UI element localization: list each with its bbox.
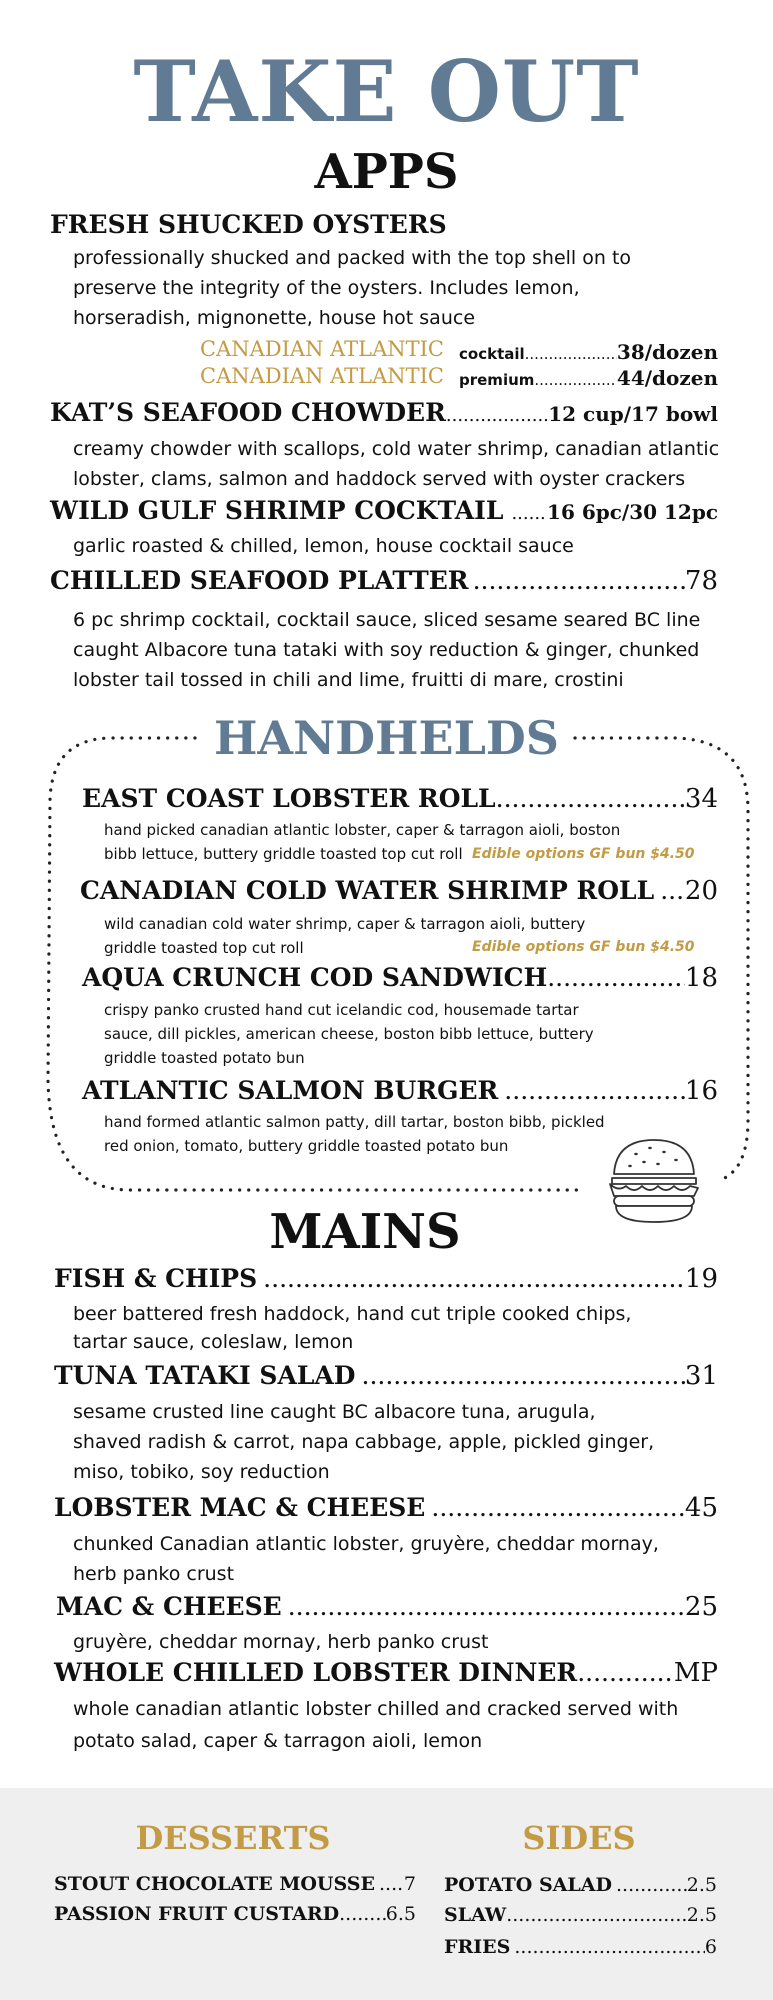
apps-heading: APPS [314,144,459,200]
desserts-heading: DESSERTS [135,1819,331,1857]
handhelds-heading: HANDHELDS [213,711,560,765]
cod-sandwich-description: crispy panko crusted hand cut icelandic cod, housemade tartar sauce, dill pickles, american cheese, boston bibb lettuce, buttery griddle toasted potato bun [104,1001,594,1067]
page-title: TAKE OUT [133,42,640,141]
salmon-burger-row: ATLANTIC SALMON BURGER ..... 16 [82,1076,718,1106]
oyster-origin-1: CANADIAN ATLANTIC [200,337,445,361]
seafood-platter-description: 6 pc shrimp cocktail, cocktail sauce, sliced sesame seared BC line caught Albacore tuna tataki with soy reduction & ginger, chunked lobster tail tossed in chili and lime, fruitti di mare, crostini [73,609,701,691]
fish-chips-row: FISH & CHIPS ..... 19 [54,1264,718,1294]
lobster-mac-row: LOBSTER MAC & CHEESE ..... 45 [54,1493,718,1523]
oyster-cocktail-row: cocktail ..... 38/dozen [459,340,718,364]
lobster-dinner-row: WHOLE CHILLED LOBSTER DINNER ..... MP [54,1658,718,1688]
salmon-burger-description: hand formed atlantic salmon patty, dill tartar, boston bibb, pickled red onion, tomato, buttery griddle toasted potato bun [104,1113,605,1155]
mac-cheese-description: gruyère, cheddar mornay, herb panko crust [73,1631,489,1653]
mains-heading: MAINS [269,1204,461,1260]
shrimp-roll-row: CANADIAN COLD WATER SHRIMP ROLL ..... 20 [80,876,718,906]
lobster-dinner-description: whole canadian atlantic lobster chilled and cracked served with potato salad, caper & tarragon aioli, lemon [73,1698,679,1752]
fish-chips-description: beer battered fresh haddock, hand cut triple cooked chips, tartar sauce, coleslaw, lemon [73,1303,632,1353]
tuna-salad-row: TUNA TATAKI SALAD ..... 31 [54,1361,718,1391]
shrimp-roll-description: wild canadian cold water shrimp, caper & tarragon aioli, buttery griddle toasted top cut roll [104,915,586,957]
oysters-name: FRESH SHUCKED OYSTERS [50,210,447,239]
chowder-row: KAT’S SEAFOOD CHOWDER ..... 12 cup/17 bowl [50,398,718,427]
shrimp-cocktail-row: WILD GULF SHRIMP COCKTAIL ..... 16 6pc/30 12pc [50,496,718,525]
lobster-roll-row: EAST COAST LOBSTER ROLL ..... 34 [82,784,718,814]
tuna-salad-description: sesame crusted line caught BC albacore tuna, arugula, shaved radish & carrot, napa cabbage, apple, pickled ginger, miso, tobiko, soy reduction [73,1401,655,1483]
shrimp-roll-gf-note: Edible options GF bun $4.50 [472,939,695,955]
oyster-origin-2: CANADIAN ATLANTIC [200,364,445,388]
lobster-mac-description: chunked Canadian atlantic lobster, gruyère, cheddar mornay, herb panko crust [73,1533,659,1585]
sides-heading: SIDES [522,1819,636,1857]
oyster-premium-row: premium ..... 44/dozen [459,366,718,390]
dessert-item: STOUT CHOCOLATE MOUSSE ..... 7 [54,1873,416,1895]
cod-sandwich-row: AQUA CRUNCH COD SANDWICH ..... 18 [82,963,718,993]
mac-cheese-row: MAC & CHEESE ..... 25 [56,1592,718,1622]
side-item: FRIES ..... 6 [444,1936,717,1958]
chowder-description: creamy chowder with scallops, cold water shrimp, canadian atlantic lobster, clams, salmon and haddock served with oyster crackers [73,438,720,490]
dessert-item: PASSION FRUIT CUSTARD ..... 6.5 [54,1903,416,1925]
lobster-roll-description: hand picked canadian atlantic lobster, caper & tarragon aioli, boston bibb lettuce, buttery griddle toasted top cut roll [104,821,621,863]
lobster-roll-gf-note: Edible options GF bun $4.50 [472,846,695,862]
oysters-description: professionally shucked and packed with the top shell on to preserve the integrity of the oysters. Includes lemon, horseradish, mignonette, house hot sauce [73,247,632,329]
shrimp-cocktail-description: garlic roasted & chilled, lemon, house cocktail sauce [73,535,574,557]
seafood-platter-row: CHILLED SEAFOOD PLATTER ..... 78 [50,566,718,596]
side-item: SLAW ..... 2.5 [444,1904,717,1926]
side-item: POTATO SALAD ..... 2.5 [444,1874,717,1896]
